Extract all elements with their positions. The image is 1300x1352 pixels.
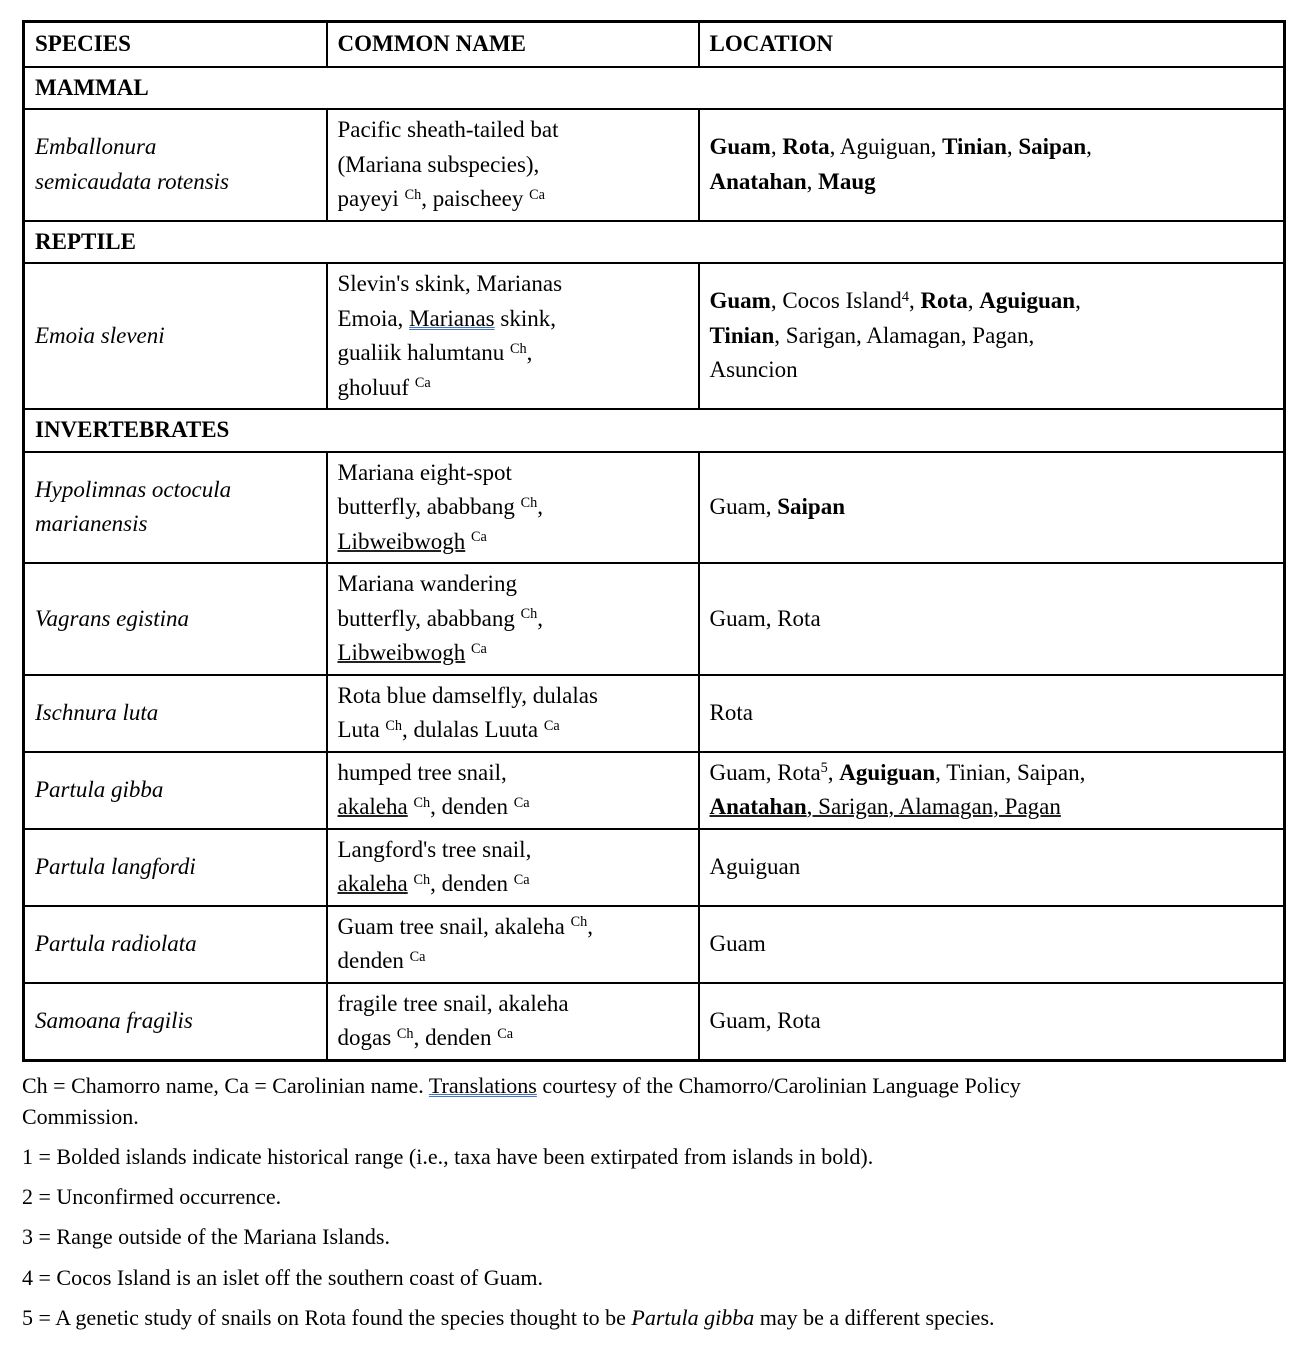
text-run: ,: [1006, 134, 1019, 160]
table-row: [24, 906, 1285, 983]
column-header-location: LOCATION: [699, 22, 1285, 67]
section-row: [24, 221, 1285, 264]
text-run: marianensis: [35, 511, 148, 537]
text-run: Guam,: [709, 494, 778, 519]
text-run: humped tree snail,: [337, 759, 507, 785]
text-run: , paischeey: [421, 186, 530, 211]
table-body: [24, 67, 1285, 1061]
text-run: , Cocos Island: [770, 288, 902, 314]
text-run: Marianas: [409, 305, 495, 331]
text-run: Aguiguan: [709, 853, 801, 879]
location-cell: [699, 829, 1285, 906]
text-run: Saipan: [777, 494, 845, 519]
text-run: Samoana fragilis: [35, 1007, 193, 1033]
text-run: ,: [537, 494, 543, 519]
text-run: Luta: [337, 717, 386, 742]
text-run: ,: [1086, 134, 1092, 160]
table-row: [24, 983, 1285, 1061]
text-run: ,: [967, 288, 980, 314]
text-run: ,: [537, 605, 543, 631]
superscript-marker: 4: [901, 289, 909, 306]
text-run: semicaudata rotensis: [35, 168, 229, 194]
species-cell: [24, 263, 327, 409]
text-run: Guam, Rota: [709, 1007, 821, 1033]
footnote: [22, 1070, 1283, 1132]
table-row: [24, 829, 1285, 906]
text-run: Emoia sleveni: [35, 322, 165, 348]
footnote: [22, 1221, 1283, 1252]
species-cell: [24, 109, 327, 221]
text-run: denden: [337, 948, 410, 973]
common-name-cell: [327, 109, 699, 221]
superscript-marker: Ch: [404, 186, 422, 203]
text-run: ,: [770, 134, 783, 160]
common-name-cell: [327, 675, 699, 752]
common-name-cell: [327, 829, 699, 906]
text-run: (Mariana subspecies),: [337, 151, 540, 177]
superscript-marker: Ca: [414, 375, 431, 392]
species-cell: [24, 752, 327, 829]
table-row: [24, 752, 1285, 829]
footnote: [22, 1302, 1283, 1333]
text-run: Partula gibba: [631, 1304, 755, 1330]
superscript-marker: Ch: [396, 1025, 414, 1042]
text-run: ,: [1075, 288, 1081, 314]
text-run: Aguiguan: [979, 288, 1076, 314]
text-run: Partula radiolata: [35, 930, 197, 956]
superscript-marker: Ca: [471, 529, 487, 546]
section-row: [24, 67, 1285, 110]
superscript-marker: Ch: [570, 914, 588, 931]
text-run: ,: [526, 340, 533, 365]
text-run: , Sarigan, Alamagan, Pagan: [806, 794, 1061, 819]
species-cell: [24, 906, 327, 983]
text-run: Libweibwogh: [337, 528, 466, 554]
superscript-marker: Ca: [497, 1025, 514, 1042]
superscript-marker: Ca: [513, 794, 530, 811]
location-cell: [699, 263, 1285, 409]
text-run: Guam tree snail, akaleha: [337, 913, 571, 939]
footnote: [22, 1181, 1283, 1212]
text-run: ,: [587, 913, 593, 939]
text-run: Guam, Rota: [709, 759, 821, 785]
table-row: [24, 452, 1285, 564]
text-run: , Tinian, Saipan,: [935, 759, 1086, 785]
column-header-species: SPECIES: [24, 22, 327, 67]
text-run: Libweibwogh: [337, 640, 466, 665]
text-run: ,: [806, 168, 819, 194]
text-run: Anatahan: [709, 168, 807, 194]
text-run: , Aguiguan,: [829, 134, 943, 160]
text-run: Guam, Rota: [709, 605, 821, 631]
text-run: Emballonura: [35, 134, 157, 160]
table-header-row: [24, 22, 1285, 67]
superscript-marker: Ca: [529, 186, 545, 203]
footnote: [22, 1141, 1283, 1172]
text-run: Slevin's skink, Marianas: [337, 271, 563, 296]
text-run: Asuncion: [709, 357, 798, 383]
text-run: , denden: [430, 794, 514, 819]
common-name-cell: [327, 263, 699, 409]
text-run: butterfly, ababbang: [337, 605, 521, 631]
text-run: Aguiguan: [839, 759, 936, 785]
text-run: courtesy of the Chamorro/Carolinian Language Policy: [536, 1072, 1021, 1098]
table-row: [24, 675, 1285, 752]
text-run: dogas: [337, 1025, 397, 1050]
text-run: Guam: [709, 134, 771, 160]
table-row: [24, 109, 1285, 221]
text-run: Guam: [709, 288, 771, 314]
text-run: Anatahan: [709, 794, 807, 819]
location-cell: [699, 563, 1285, 675]
text-run: Mariana wandering: [337, 571, 517, 596]
text-run: fragile tree snail, akaleha: [337, 990, 569, 1016]
text-run: butterfly, ababbang: [337, 494, 521, 519]
location-cell: [699, 906, 1285, 983]
text-run: Maug: [818, 168, 876, 194]
text-run: Tinian: [709, 322, 775, 348]
superscript-marker: Ch: [509, 340, 527, 357]
superscript-marker: Ch: [520, 494, 538, 511]
superscript-marker: 5: [820, 760, 828, 777]
superscript-marker: Ca: [513, 871, 530, 888]
common-name-cell: [327, 752, 699, 829]
text-run: Saipan: [1018, 134, 1087, 160]
common-name-cell: [327, 906, 699, 983]
species-cell: [24, 829, 327, 906]
species-cell: [24, 563, 327, 675]
text-run: Rota blue damselfly, dulalas: [337, 682, 598, 708]
location-cell: [699, 675, 1285, 752]
text-run: Translations: [428, 1072, 537, 1098]
common-name-cell: [327, 983, 699, 1061]
column-header-common-name: COMMON NAME: [327, 22, 699, 67]
text-run: Partula gibba: [35, 776, 164, 802]
species-cell: [24, 452, 327, 564]
text-run: Rota: [920, 288, 968, 314]
section-label: REPTILE: [24, 221, 1285, 264]
text-run: ,: [827, 759, 840, 785]
text-run: akaleha: [337, 871, 408, 896]
text-run: Ch = Chamorro name, Ca = Carolinian name.: [22, 1072, 429, 1098]
text-run: Mariana eight-spot: [337, 459, 512, 485]
section-row: [24, 409, 1285, 452]
superscript-marker: Ca: [409, 948, 426, 965]
location-cell: [699, 983, 1285, 1061]
text-run: , Sarigan, Alamagan, Pagan,: [774, 322, 1035, 348]
superscript-marker: Ch: [413, 871, 431, 888]
text-run: gualiik halumtanu: [337, 340, 510, 365]
text-run: 5 = A genetic study of snails on Rota found the species thought to be: [22, 1304, 632, 1330]
text-run: , dulalas Luuta: [402, 717, 544, 742]
text-run: 4 = Cocos Island is an islet off the southern coast of Guam.: [22, 1264, 543, 1290]
species-cell: [24, 983, 327, 1061]
text-run: Pacific sheath-tailed bat: [337, 117, 559, 142]
common-name-cell: [327, 563, 699, 675]
text-run: Langford's tree snail,: [337, 836, 532, 862]
text-run: Rota: [709, 699, 753, 725]
text-run: Tinian: [942, 134, 1007, 160]
location-cell: [699, 452, 1285, 564]
text-run: , denden: [413, 1025, 498, 1050]
text-run: Emoia,: [337, 305, 410, 331]
text-run: Partula langfordi: [35, 853, 196, 879]
species-cell: [24, 675, 327, 752]
superscript-marker: Ca: [543, 717, 560, 734]
text-run: skink,: [494, 305, 556, 331]
location-cell: [699, 752, 1285, 829]
text-run: 3 = Range outside of the Mariana Islands.: [22, 1224, 390, 1250]
common-name-cell: [327, 452, 699, 564]
species-table: [22, 20, 1286, 1062]
text-run: ,: [908, 288, 921, 314]
text-run: Ischnura luta: [35, 699, 159, 725]
section-label: MAMMAL: [24, 67, 1285, 110]
superscript-marker: Ch: [413, 794, 431, 811]
text-run: gholuuf: [337, 374, 415, 400]
superscript-marker: Ca: [471, 640, 487, 657]
superscript-marker: Ch: [520, 606, 538, 623]
location-cell: [699, 109, 1285, 221]
text-run: akaleha: [337, 794, 408, 819]
text-run: Hypolimnas octocula: [35, 476, 232, 502]
table-row: [24, 263, 1285, 409]
text-run: Vagrans egistina: [35, 605, 189, 631]
text-run: may be a different species.: [754, 1304, 995, 1330]
text-run: Rota: [782, 134, 830, 160]
text-run: payeyi: [337, 186, 405, 211]
text-run: 2 = Unconfirmed occurrence.: [22, 1184, 282, 1210]
footnote: [22, 1262, 1283, 1293]
footnotes-section: [22, 1070, 1283, 1334]
text-run: 1 = Bolded islands indicate historical range (i.e., taxa have been extirpated from islands in bold).: [22, 1143, 874, 1169]
text-run: Commission.: [22, 1103, 139, 1129]
superscript-marker: Ch: [385, 717, 403, 734]
text-run: , denden: [430, 871, 514, 896]
text-run: Guam: [709, 930, 766, 956]
section-label: INVERTEBRATES: [24, 409, 1285, 452]
table-row: [24, 563, 1285, 675]
